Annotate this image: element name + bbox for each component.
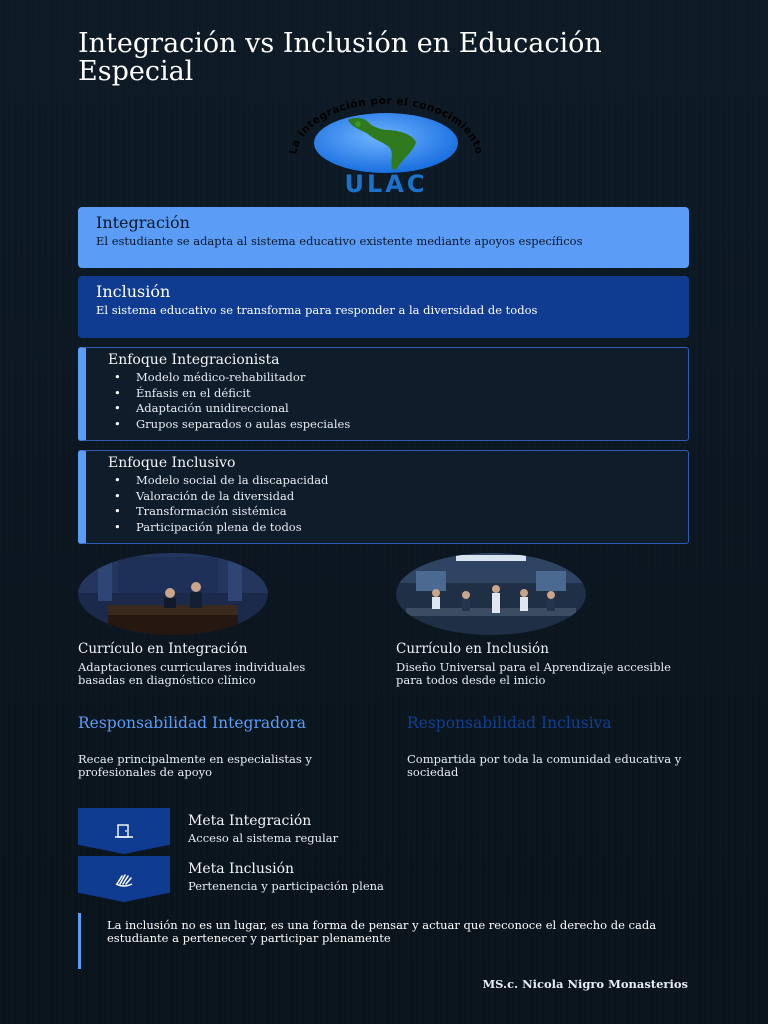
- enfoque-integracionista-heading: Enfoque Integracionista: [108, 352, 280, 368]
- inclusion-classroom-image: [396, 553, 586, 635]
- logo-name: ULAC: [344, 170, 428, 198]
- hands-icon: [114, 870, 134, 888]
- ulac-logo: [286, 98, 486, 196]
- enfoque-integracionista-card: [78, 347, 689, 441]
- curriculo-integracion-heading: Currículo en Integración: [78, 641, 248, 657]
- door-icon: [114, 823, 134, 839]
- enfoque-inclusivo-heading: Enfoque Inclusivo: [108, 455, 236, 471]
- integracion-heading: Integración: [96, 213, 190, 232]
- meta-integracion-text: Acceso al sistema regular: [188, 831, 339, 845]
- meta-inclusion-badge: [78, 856, 170, 902]
- logo-arc-text: La integración por el conocimiento: [287, 98, 485, 156]
- integracion-text: El estudiante se adapta al sistema educativo existente mediante apoyos específicos: [96, 234, 583, 248]
- integration-office-image: [78, 553, 268, 635]
- page-title: Integración vs Inclusión en Educación Especial: [78, 28, 602, 87]
- inclusion-quote: La inclusión no es un lugar, es una forma de pensar y actuar que reconoce el derecho de cada estudiante a pertenecer y participar plenamente: [78, 913, 678, 969]
- responsabilidad-integradora-heading: Responsabilidad Integradora: [78, 714, 307, 732]
- responsabilidad-integradora-text: Recae principalmente en especialistas y profesionales de apoyo: [78, 752, 312, 779]
- curriculo-inclusion-text: Diseño Universal para el Aprendizaje accesible para todos desde el inicio: [396, 660, 671, 687]
- list-item: • Grupos separados o aulas especiales: [114, 417, 666, 433]
- list-item: • Transformación sistémica: [114, 504, 666, 520]
- curriculo-inclusion-heading: Currículo en Inclusión: [396, 641, 549, 657]
- responsabilidad-inclusiva-text: Compartida por toda la comunidad educativa y sociedad: [407, 752, 682, 779]
- inclusion-heading: Inclusión: [96, 282, 171, 301]
- integracion-card: [78, 207, 689, 268]
- list-item: • Participación plena de todos: [114, 520, 666, 536]
- list-item: • Valoración de la diversidad: [114, 489, 666, 505]
- responsabilidad-inclusiva-heading: Responsabilidad Inclusiva: [407, 714, 612, 732]
- curriculo-integracion-text: Adaptaciones curriculares individuales basadas en diagnóstico clínico: [78, 660, 306, 687]
- author-credit: MS.c. Nicola Nigro Monasterios: [482, 977, 688, 991]
- list-item: • Modelo médico-rehabilitador: [114, 370, 666, 386]
- list-item: • Énfasis en el déficit: [114, 386, 666, 402]
- meta-inclusion-heading: Meta Inclusión: [188, 861, 295, 877]
- meta-integracion-badge: [78, 808, 170, 854]
- enfoque-inclusivo-card: [78, 450, 689, 544]
- enfoque-inclusivo-list: [108, 473, 666, 535]
- inclusion-text: El sistema educativo se transforma para responder a la diversidad de todos: [96, 303, 538, 317]
- meta-inclusion-text: Pertenencia y participación plena: [188, 879, 384, 893]
- inclusion-card: [78, 276, 689, 338]
- list-item: • Adaptación unidireccional: [114, 401, 666, 417]
- meta-integracion-heading: Meta Integración: [188, 813, 312, 829]
- list-item: • Modelo social de la discapacidad: [114, 473, 666, 489]
- enfoque-integracionista-list: [108, 370, 666, 432]
